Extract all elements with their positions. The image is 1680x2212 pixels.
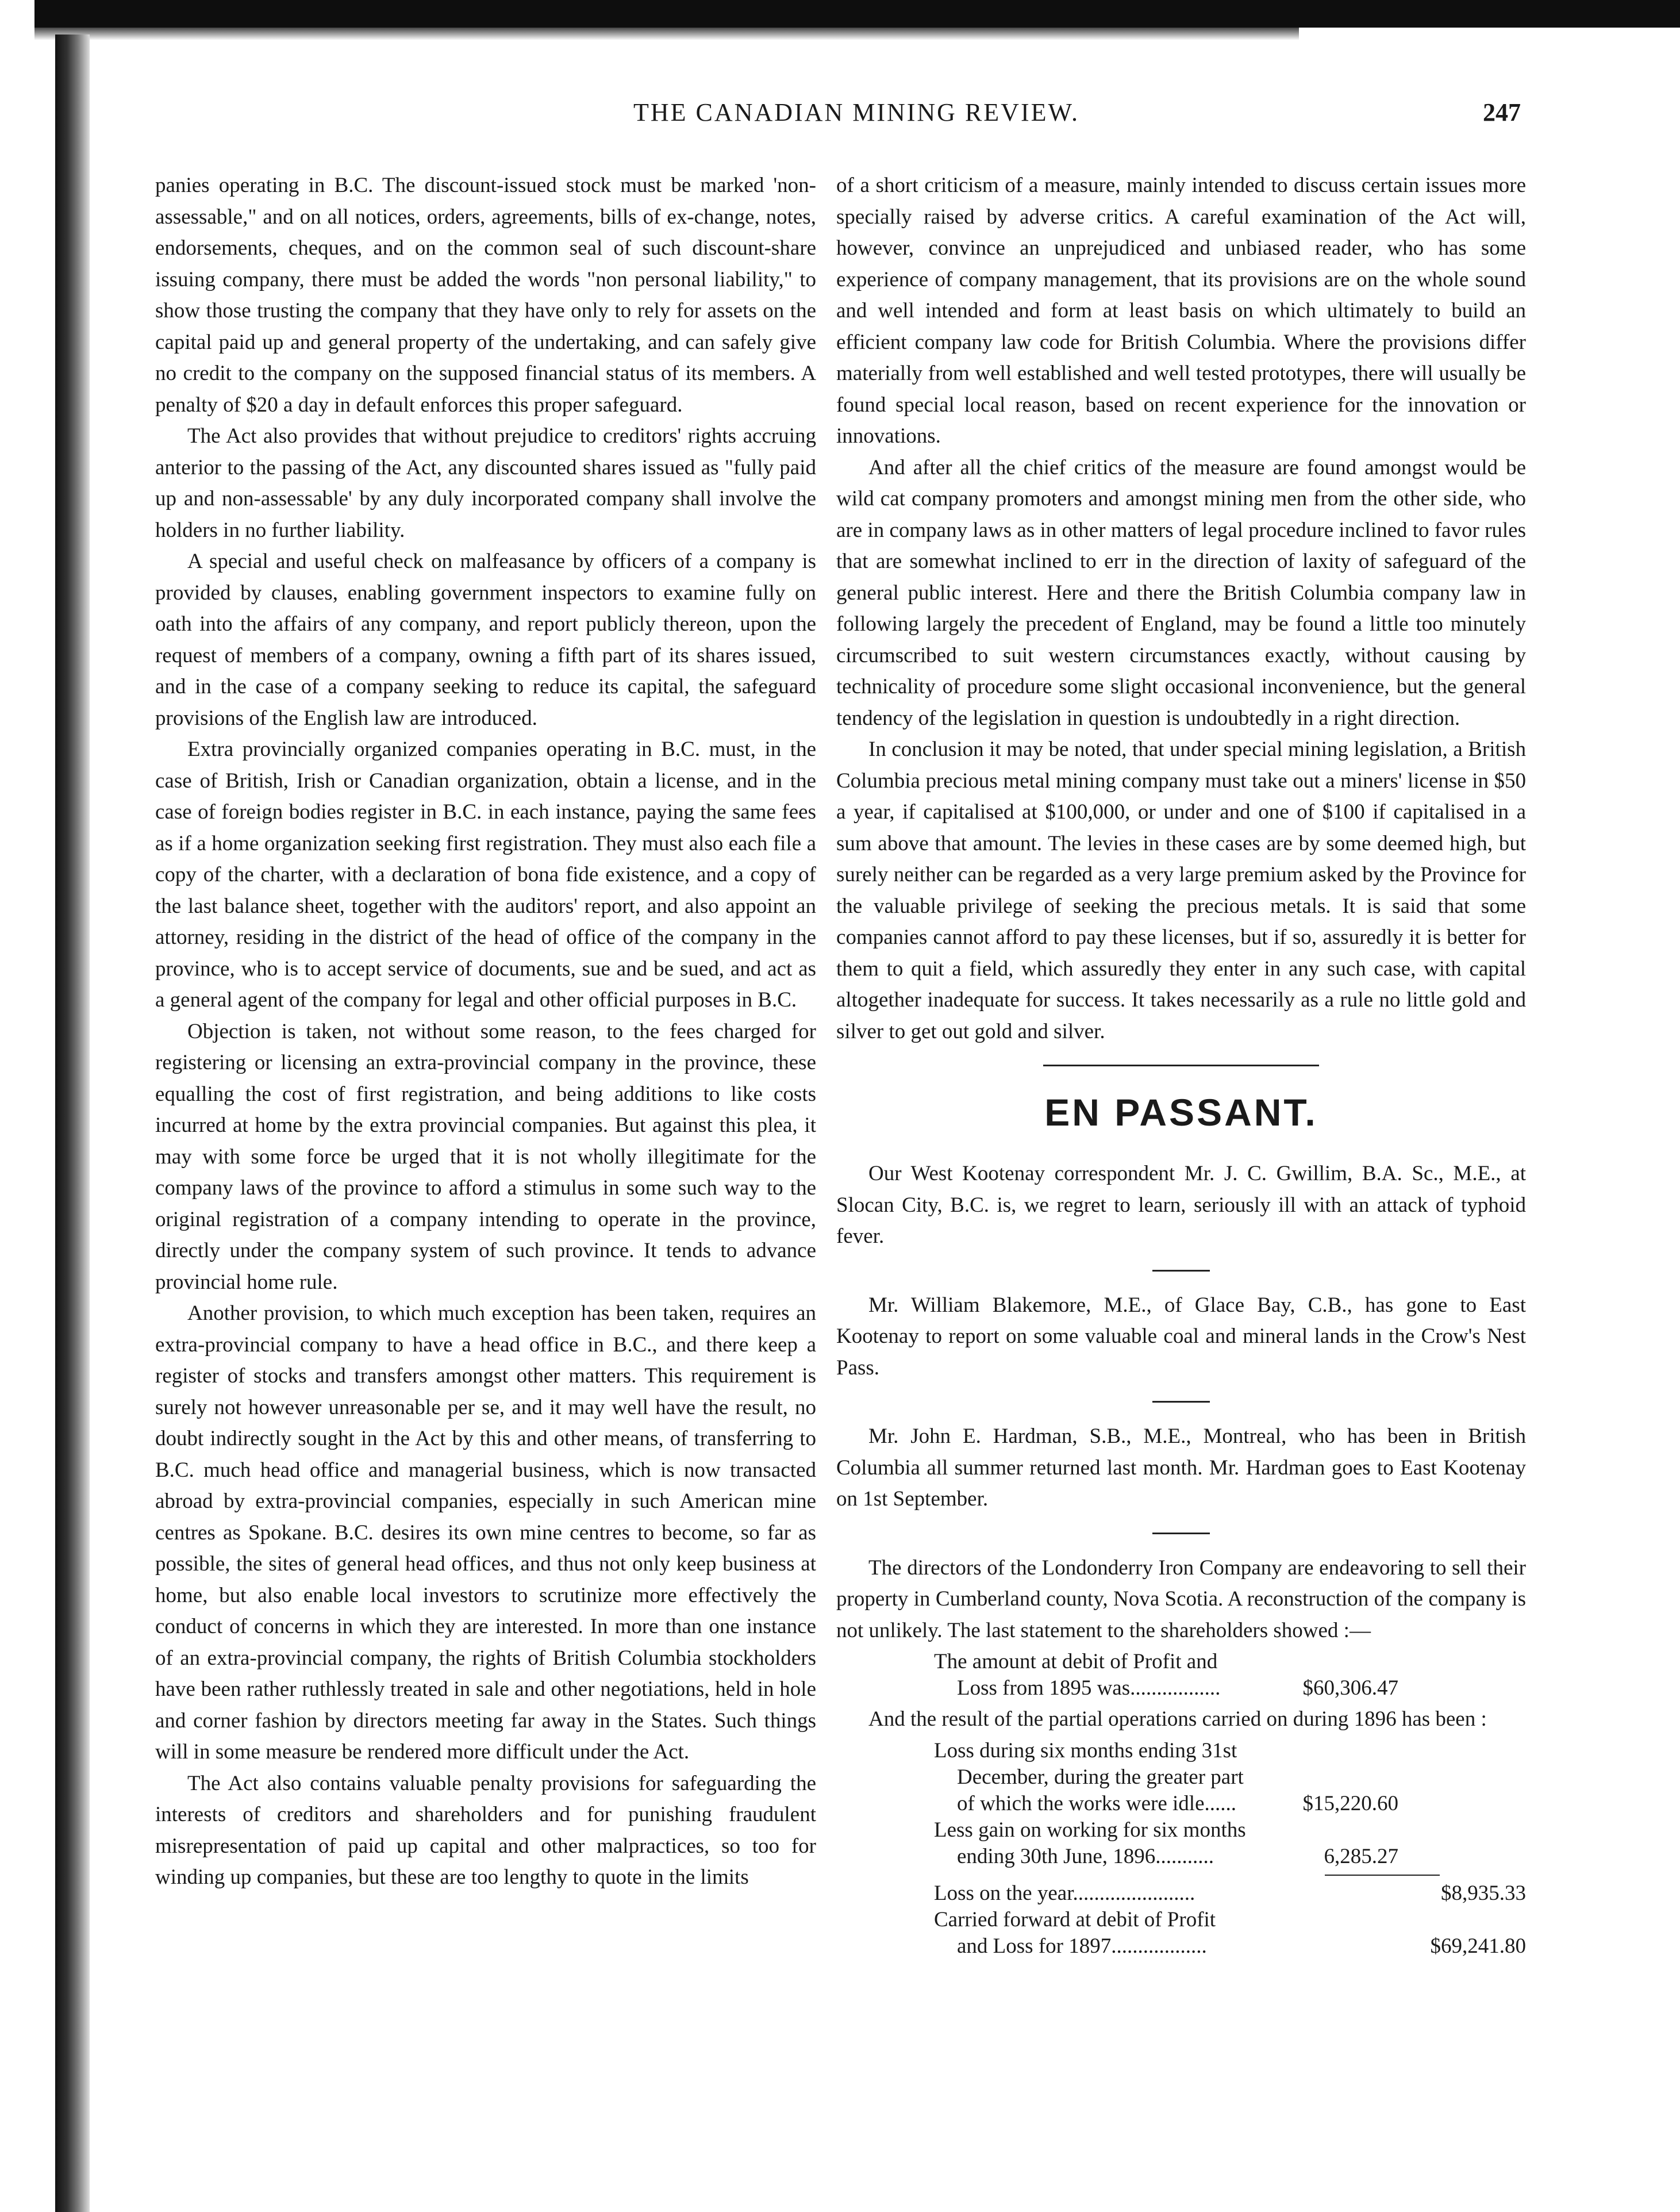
section-divider [1043, 1065, 1319, 1066]
sum-rule [1325, 1875, 1440, 1876]
news-note: Mr. John E. Hardman, S.B., M.E., Montreal, who has been in British Columbia all summer returned last month. Mr. Hardman goes to East Kootenay on 1st September. [836, 1424, 1526, 1511]
page-number: 247 [1483, 98, 1521, 126]
statement-label: The amount at debit of Profit and [934, 1650, 1218, 1673]
statement-total: $8,935.33 [1441, 1881, 1526, 1905]
statement-total: $69,241.80 [1430, 1934, 1527, 1958]
left-column [155, 170, 816, 1894]
scan-top-shadow [34, 28, 1299, 40]
statement-amount: $60,306.47 [1302, 1676, 1398, 1700]
financial-statement-1896 [836, 1738, 1526, 1960]
financial-statement [836, 1649, 1526, 1702]
note-divider [1152, 1533, 1210, 1534]
statement-label: Carried forward at debit of Profit [934, 1907, 1216, 1931]
statement-label: of which the works were idle...... [957, 1791, 1237, 1815]
news-note: Our West Kootenay correspondent Mr. J. C. Gwillim, B.A. Sc., M.E., at Slocan City, B.C. is, we regret to learn, seriously ill with an attack of typhoid fever. [836, 1162, 1526, 1248]
note-divider [1152, 1401, 1210, 1403]
statement-label: Less gain on working for six months [934, 1818, 1246, 1842]
paragraph: panies operating in B.C. The discount-issued stock must be marked 'non-assessable," and on all notices, orders, agreements, bills of ex-change, notes, endorsements, cheques, and on the common seal of such discount-share issuing company, there must be added the words "non personal liability," to show those trusting the company that they have only to rely for assets on the capital paid up and general property of the undertaking, and can safely give no credit to the company on the supposed financial status of its members. A penalty of $20 a day in default enforces this proper safeguard. [155, 174, 816, 417]
news-note: The directors of the Londonderry Iron Company are endeavoring to sell their property in Cumberland county, Nova Scotia. A reconstruction of the company is not unlikely. The last statement to the shareholders showed :— [836, 1556, 1526, 1642]
right-column [836, 170, 1526, 1962]
paragraph: of a short criticism of a measure, mainly intended to discuss certain issues more specially raised by adverse critics. A careful examination of the Act will, however, convince an unprejudiced and unbiased reader, who has some experience of company management, that its provisions are on the whole sound and well intended and form at least basis on which ultimately to build an efficient company law code for British Columbia. Where the provisions differ materially from well established and well tested prototypes, there will usually be found special local reason, based on recent experience for the innovation or innovations. [836, 174, 1526, 448]
binding-spine [55, 34, 90, 2212]
section-title: EN PASSANT. [1044, 1091, 1318, 1134]
statement-text: And the result of the partial operations carried on during 1896 has been : [868, 1707, 1487, 1731]
statement-label: and Loss for 1897.................. [957, 1934, 1207, 1958]
running-head: THE CANADIAN MINING REVIEW. [633, 98, 1079, 126]
paragraph: In conclusion it may be noted, that under special mining legislation, a British Columbia precious metal mining company must take out a miners' license in $50 a year, if capitalised at $100,000, or under and one of $100 if capitalised in a sum above that amount. The levies in these cases are by some deemed high, but surely neither can be regarded as a very large premium asked by the Province for the valuable privilege of seeking the precious metals. It is said that some companies cannot afford to pay these licenses, but if so, assuredly it is better for them to quit a field, which assuredly they enter in any such case, with capital altogether inadequate for success. It takes necessarily as a rule no little gold and silver to get out gold and silver. [836, 738, 1526, 1043]
paragraph: Objection is taken, not without some reason, to the fees charged for registering or licensing an extra-provincial company in the province, these equalling the cost of first registration, and being additions to like costs incurred at home by the extra provincial companies. But against this plea, it may with some force be urged that it is not wholly illegitimate for the company laws of the province to afford a stimulus in some such way to the original registration of a company intending to operate in the province, directly under the company system of such province. It tends to advance provincial home rule. [155, 1019, 816, 1294]
paragraph: A special and useful check on malfeasance by officers of a company is provided by clauses, enabling government inspectors to examine fully on oath into the affairs of any company, and report publicly thereon, upon the request of members of a company, owning a fifth part of its shares issued, and in the case of a company seeking to reduce its capital, the safeguard provisions of the English law are introduced. [155, 550, 816, 730]
scan-top-edge [34, 0, 1680, 28]
statement-amount: $15,220.60 [1302, 1791, 1398, 1815]
statement-label: Loss during six months ending 31st [934, 1738, 1237, 1762]
note-divider [1152, 1270, 1210, 1272]
news-note: Mr. William Blakemore, M.E., of Glace Bay, C.B., has gone to East Kootenay to report on some valuable coal and mineral lands in the Crow's Nest Pass. [836, 1293, 1526, 1380]
statement-label: December, during the greater part [957, 1765, 1244, 1789]
paragraph: The Act also provides that without prejudice to creditors' rights accruing anterior to the passing of the Act, any discounted shares issued as "fully paid up and non-assessable' by any duly incorporated company shall involve the holders in no further liability. [155, 424, 816, 542]
statement-label: Loss from 1895 was................. [957, 1676, 1221, 1700]
statement-amount: 6,285.27 [1324, 1844, 1398, 1868]
paragraph: Extra provincially organized companies operating in B.C. must, in the case of British, Irish or Canadian organization, obtain a license, and in the case of foreign bodies register in B.C. in each instance, paying the same fees as if a home organization seeking first registration. They must also each file a copy of the charter, with a declaration of bona fide existence, and a copy of the last balance sheet, together with the auditors' report, and also appoint an attorney, residing in the district of the head of office of the company in the province, who is to accept service of documents, sue and be sued, and act as a general agent of the company for legal and other official purposes in B.C. [155, 738, 816, 1012]
statement-label: Loss on the year....................... [934, 1881, 1195, 1905]
paragraph: Another provision, to which much exception has been taken, requires an extra-provincial company to have a head office in B.C., and there keep a register of stocks and transfers amongst other matters. This requirement is surely not however unreasonable per se, and it may well have the result, no doubt indirectly sought in the Act by this and other means, of transferring to B.C. much head office and managerial business, which is now transacted abroad by extra-provincial companies, especially in such American mine centres as Spokane. B.C. desires its own mine centres to become, so far as possible, the sites of general head offices, and thus not only keep business at home, but also enable local investors to scrutinize more effectively the conduct of concerns in which they are interested. In more than one instance of an extra-provincial company, the rights of British Columbia stockholders have been rather ruthlessly treated in sale and other negotiations, held in hole and corner fashion by directors meeting far away in the States. Such things will in some measure be rendered more difficult under the Act. [155, 1301, 816, 1764]
statement-label: ending 30th June, 1896........... [957, 1844, 1214, 1868]
paragraph: And after all the chief critics of the measure are found amongst would be wild cat company promoters and amongst mining men from the other side, who are in company laws as in other matters of legal procedure inclined to favor rules that are somewhat inclined to err in the direction of laxity of safeguard of the general public interest. Here and there the British Columbia company law in following largely the precedent of England, may be found a little too minutely circumscribed to suit western circumstances exactly, without causing by technicality of procedure some slight occasional inconvenience, but the general tendency of the legislation in question is undoubtedly in a right direction. [836, 455, 1527, 730]
paragraph: The Act also contains valuable penalty provisions for safeguarding the interests of creditors and shareholders and for punishing fraudulent misrepresentation of paid up capital and other malpractices, so too for winding up companies, but these are too lengthy to quote in the limits [155, 1771, 816, 1889]
